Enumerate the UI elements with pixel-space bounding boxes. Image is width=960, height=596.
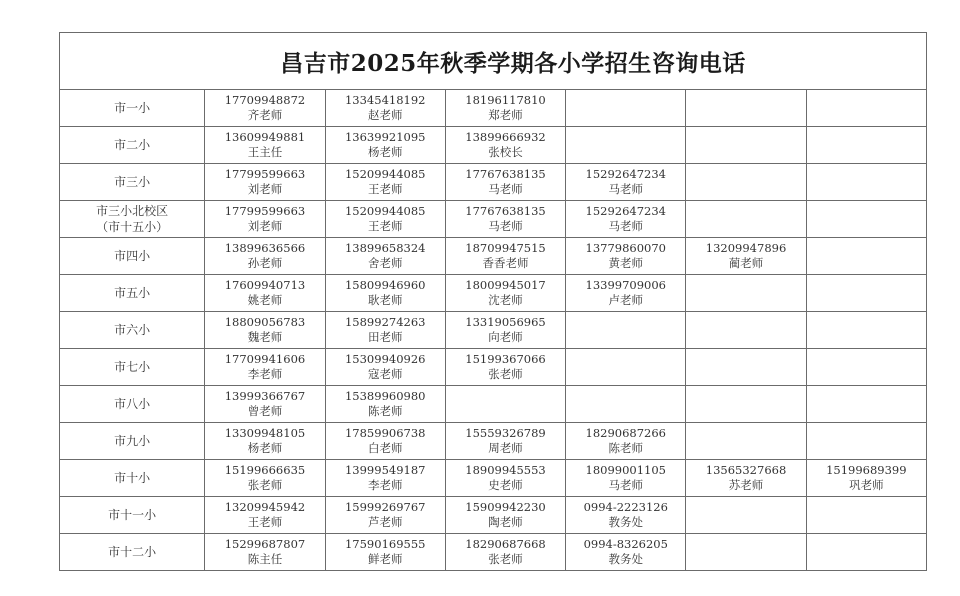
phone-number: 15999269767 — [344, 500, 426, 514]
phone-number: 18290687668 — [465, 537, 546, 551]
school-name-line: 市八小 — [114, 397, 151, 411]
phone-number: 15299687807 — [224, 537, 306, 551]
phone-number: 18290687266 — [585, 426, 666, 440]
contact-cell — [806, 460, 926, 497]
contact-cell — [445, 164, 565, 201]
contact-person: 郑老师 — [488, 108, 523, 122]
phone-number: 13899658324 — [344, 241, 426, 255]
phone-number: 0994-8326205 — [583, 537, 668, 551]
contact-cell — [445, 497, 565, 534]
contact-person: 张老师 — [488, 552, 523, 566]
phone-number: 15199367066 — [465, 352, 546, 366]
school-row — [60, 534, 927, 571]
phone-number: 17709948872 — [224, 93, 306, 107]
contact-cell — [325, 497, 445, 534]
phone-number: 17859906738 — [344, 426, 426, 440]
contact-cell — [566, 460, 686, 497]
contact-cell — [566, 423, 686, 460]
phone-number: 13209945942 — [224, 500, 306, 514]
contact-cell — [686, 534, 806, 571]
contact-person: 齐老师 — [247, 108, 283, 122]
phone-number: 13309948105 — [224, 426, 306, 440]
phone-number: 13999549187 — [344, 463, 426, 477]
contact-person: 陈主任 — [247, 552, 283, 566]
phone-number: 13319056965 — [465, 315, 546, 329]
contact-cell — [445, 349, 565, 386]
contact-person: 陶老师 — [488, 515, 523, 529]
contact-cell — [445, 275, 565, 312]
school-name-line: 市十二小 — [108, 545, 157, 559]
phone-number: 15209944085 — [344, 167, 426, 181]
school-row — [60, 423, 927, 460]
phone-number: 15899274263 — [344, 315, 426, 329]
contact-cell — [806, 164, 926, 201]
contact-person: 黄老师 — [608, 256, 643, 270]
school-name-cell — [60, 386, 205, 423]
contact-cell — [566, 90, 686, 127]
contact-cell — [686, 312, 806, 349]
contact-cell — [566, 312, 686, 349]
school-name-line: 市三小 — [114, 175, 151, 189]
school-row — [60, 201, 927, 238]
contact-cell — [205, 386, 325, 423]
contact-person: 香香老师 — [482, 256, 529, 270]
phone-number: 17799599663 — [224, 204, 306, 218]
school-row — [60, 127, 927, 164]
contact-cell — [445, 127, 565, 164]
school-name-cell — [60, 238, 205, 275]
contact-person: 赵老师 — [367, 108, 403, 122]
school-name-line: 市六小 — [114, 323, 151, 337]
phone-number: 13779860070 — [585, 241, 666, 255]
contact-person: 杨老师 — [367, 145, 403, 159]
phone-number: 15389960980 — [344, 389, 426, 403]
school-row — [60, 164, 927, 201]
contact-person: 周老师 — [488, 441, 523, 455]
contact-cell — [445, 423, 565, 460]
contact-cell — [205, 534, 325, 571]
phone-number: 17590169555 — [344, 537, 426, 551]
school-row — [60, 349, 927, 386]
contact-cell — [806, 90, 926, 127]
contact-cell — [325, 238, 445, 275]
phone-number: 13565327668 — [705, 463, 787, 477]
contact-person: 李老师 — [367, 478, 403, 492]
phone-number: 15199666635 — [224, 463, 306, 477]
contact-cell — [566, 497, 686, 534]
contact-person: 马老师 — [488, 182, 523, 196]
phone-number: 13609949881 — [224, 130, 306, 144]
contact-person: 白老师 — [367, 441, 403, 455]
school-name-line: 市三小北校区 — [96, 204, 169, 218]
contact-cell — [205, 127, 325, 164]
contact-cell — [686, 238, 806, 275]
contact-cell — [806, 275, 926, 312]
phone-number: 18809056783 — [224, 315, 306, 329]
phone-number: 13345418192 — [344, 93, 426, 107]
contact-cell — [205, 275, 325, 312]
contact-cell — [445, 312, 565, 349]
contact-cell — [445, 460, 565, 497]
contact-cell — [445, 386, 565, 423]
contact-person: 张老师 — [488, 367, 523, 381]
contact-cell — [686, 386, 806, 423]
phone-number: 18709947515 — [465, 241, 546, 255]
phone-number: 15309940926 — [344, 352, 426, 366]
contact-person: 史老师 — [488, 478, 523, 492]
contact-person: 张老师 — [247, 478, 283, 492]
contact-cell — [566, 349, 686, 386]
phone-number: 17767638135 — [465, 167, 546, 181]
phone-number: 15292647234 — [585, 167, 666, 181]
school-row — [60, 497, 927, 534]
contact-person: 李老师 — [247, 367, 283, 381]
contact-cell — [445, 90, 565, 127]
contact-person: 魏老师 — [247, 330, 283, 344]
contact-cell — [806, 423, 926, 460]
contact-person: 马老师 — [608, 478, 643, 492]
contact-person: 王老师 — [367, 219, 403, 233]
contact-cell — [325, 386, 445, 423]
phone-number: 18009945017 — [465, 278, 546, 292]
contact-cell — [686, 460, 806, 497]
contact-person: 鲜老师 — [367, 552, 403, 566]
contact-cell — [205, 460, 325, 497]
phone-number: 15209944085 — [344, 204, 426, 218]
contact-cell — [205, 312, 325, 349]
contact-cell — [325, 534, 445, 571]
phone-number: 13999366767 — [224, 389, 306, 403]
contact-cell — [325, 90, 445, 127]
school-name-cell — [60, 349, 205, 386]
contact-person: 卢老师 — [608, 293, 643, 307]
contact-cell — [566, 201, 686, 238]
contact-person: 向老师 — [488, 330, 523, 344]
contact-person: 教务处 — [608, 552, 643, 566]
contact-cell — [686, 127, 806, 164]
school-name-cell — [60, 312, 205, 349]
contact-person: 陈老师 — [608, 441, 643, 455]
phone-number: 15559326789 — [465, 426, 546, 440]
contact-cell — [806, 312, 926, 349]
phone-number: 15809946960 — [344, 278, 426, 292]
school-name-cell — [60, 423, 205, 460]
contact-person: 田老师 — [367, 330, 403, 344]
contact-cell — [806, 127, 926, 164]
contact-cell — [686, 275, 806, 312]
contact-cell — [445, 238, 565, 275]
contact-person: 舍老师 — [367, 256, 403, 270]
contact-cell — [806, 534, 926, 571]
school-name-cell — [60, 497, 205, 534]
contact-person: 蔺老师 — [728, 256, 764, 270]
contact-person: 张校长 — [488, 145, 523, 159]
phone-number: 17767638135 — [465, 204, 546, 218]
table-title: 昌吉市2025年秋季学期各小学招生咨询电话 — [60, 33, 927, 90]
phone-number: 13639921095 — [344, 130, 426, 144]
contact-cell — [325, 460, 445, 497]
school-name-cell — [60, 275, 205, 312]
school-name-line: 市九小 — [114, 434, 151, 448]
contact-cell — [205, 164, 325, 201]
contact-cell — [445, 201, 565, 238]
phone-number: 13399709006 — [585, 278, 666, 292]
contact-person: 教务处 — [608, 515, 643, 529]
phone-number: 13209947896 — [705, 241, 787, 255]
contact-cell — [806, 349, 926, 386]
contact-cell — [325, 127, 445, 164]
phone-number: 18196117810 — [465, 93, 546, 107]
contact-cell — [205, 201, 325, 238]
contact-cell — [325, 349, 445, 386]
phone-number: 18909945553 — [465, 463, 546, 477]
contact-person: 孙老师 — [247, 256, 283, 270]
contact-cell — [806, 386, 926, 423]
contact-cell — [566, 164, 686, 201]
school-name-line: 市一小 — [114, 101, 151, 115]
contact-person: 沈老师 — [488, 293, 523, 307]
school-row — [60, 386, 927, 423]
school-name-line: 市二小 — [114, 138, 151, 152]
contact-cell — [686, 164, 806, 201]
school-row — [60, 90, 927, 127]
school-name-line: 市五小 — [114, 286, 151, 300]
contact-cell — [686, 90, 806, 127]
contact-table — [59, 32, 927, 571]
contact-person: 寇老师 — [367, 367, 403, 381]
contact-cell — [566, 275, 686, 312]
contact-cell — [205, 497, 325, 534]
phone-number: 15199689399 — [826, 463, 907, 477]
phone-number: 13899636566 — [224, 241, 306, 255]
phone-number: 17799599663 — [224, 167, 306, 181]
school-name-line: 市十一小 — [108, 508, 157, 522]
contact-cell — [686, 349, 806, 386]
contact-person: 巩老师 — [849, 478, 884, 492]
contact-cell — [686, 497, 806, 534]
contact-person: 曾老师 — [247, 404, 283, 418]
contact-cell — [325, 201, 445, 238]
contact-person: 杨老师 — [247, 441, 283, 455]
school-name-cell — [60, 460, 205, 497]
contact-person: 陈老师 — [367, 404, 403, 418]
contact-person: 苏老师 — [728, 478, 764, 492]
school-name-line: 市四小 — [114, 249, 151, 263]
school-row — [60, 460, 927, 497]
school-row — [60, 275, 927, 312]
school-name-cell — [60, 127, 205, 164]
school-name-cell — [60, 201, 205, 238]
document-sheet — [59, 32, 927, 571]
contact-person: 马老师 — [608, 182, 643, 196]
contact-cell — [566, 238, 686, 275]
phone-number: 17709941606 — [224, 352, 306, 366]
contact-cell — [325, 164, 445, 201]
contact-cell — [205, 349, 325, 386]
school-row — [60, 312, 927, 349]
contact-person: 马老师 — [488, 219, 523, 233]
contact-person: 刘老师 — [247, 219, 283, 233]
school-name-line: （市十五小） — [96, 220, 169, 234]
school-name-line: 市七小 — [114, 360, 151, 374]
contact-person: 耿老师 — [367, 293, 403, 307]
contact-person: 马老师 — [608, 219, 643, 233]
contact-cell — [325, 275, 445, 312]
contact-person: 王老师 — [367, 182, 403, 196]
contact-person: 王老师 — [247, 515, 283, 529]
contact-cell — [205, 238, 325, 275]
contact-cell — [806, 238, 926, 275]
contact-cell — [686, 423, 806, 460]
contact-person: 姚老师 — [247, 293, 283, 307]
contact-cell — [325, 312, 445, 349]
contact-cell — [445, 534, 565, 571]
school-name-cell — [60, 534, 205, 571]
contact-cell — [566, 127, 686, 164]
school-name-cell — [60, 90, 205, 127]
contact-person: 刘老师 — [247, 182, 283, 196]
school-name-line: 市十小 — [114, 471, 151, 485]
phone-number: 0994-2223126 — [583, 500, 668, 514]
contact-cell — [205, 90, 325, 127]
contact-cell — [325, 423, 445, 460]
contact-cell — [205, 423, 325, 460]
contact-cell — [806, 201, 926, 238]
school-name-cell — [60, 164, 205, 201]
phone-number: 15292647234 — [585, 204, 666, 218]
contact-cell — [686, 201, 806, 238]
phone-number: 17609940713 — [224, 278, 306, 292]
contact-person: 王主任 — [247, 145, 283, 159]
school-row — [60, 238, 927, 275]
contact-person: 芦老师 — [367, 515, 403, 529]
contact-cell — [806, 497, 926, 534]
contact-cell — [566, 534, 686, 571]
contact-cell — [566, 386, 686, 423]
phone-number: 15909942230 — [465, 500, 546, 514]
phone-number: 18099001105 — [585, 463, 666, 477]
phone-number: 13899666932 — [465, 130, 546, 144]
